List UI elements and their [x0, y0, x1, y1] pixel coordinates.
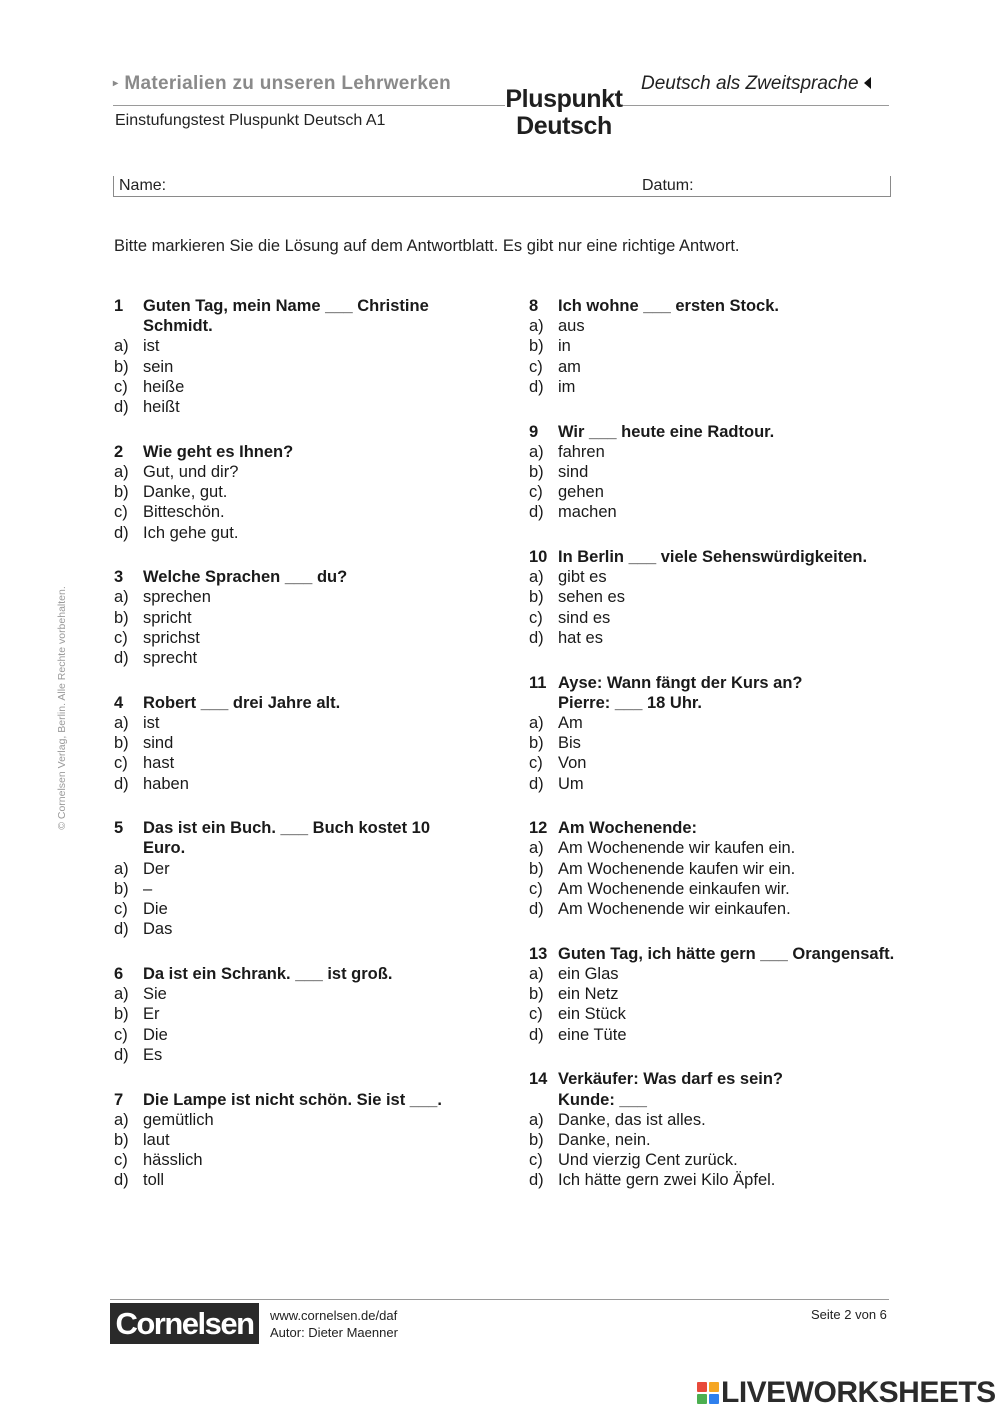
pluspunkt-logo	[505, 86, 623, 140]
answer-option	[114, 502, 474, 522]
answer-option	[529, 377, 899, 397]
option-letter: c)	[114, 377, 128, 396]
option-text: eine Tüte	[558, 1025, 627, 1044]
question-text-block	[558, 547, 899, 567]
question-text-block	[558, 818, 899, 838]
question-text-block	[558, 673, 899, 713]
answer-option	[114, 377, 474, 397]
question-13	[529, 944, 899, 1045]
answer-option	[529, 316, 899, 336]
option-text: Ich hätte gern zwei Kilo Äpfel.	[558, 1171, 776, 1190]
question-number: 8	[529, 297, 539, 315]
option-text: hast	[143, 754, 175, 773]
date-label: Datum:	[642, 177, 694, 194]
option-text: ein Glas	[558, 964, 619, 983]
logo-square	[709, 1394, 719, 1404]
question-heading	[114, 296, 474, 336]
option-letter: b)	[114, 608, 129, 627]
question-heading	[529, 296, 899, 316]
footer-rule	[110, 1299, 889, 1300]
answer-option	[114, 774, 474, 794]
option-text: hat es	[558, 628, 603, 647]
option-letter: c)	[529, 357, 543, 376]
option-letter: c)	[114, 1025, 128, 1044]
option-text: Die	[143, 1025, 168, 1044]
answer-option	[114, 587, 474, 607]
answer-option	[529, 1110, 899, 1130]
option-text: hässlich	[143, 1151, 203, 1170]
option-letter: a)	[529, 568, 544, 587]
option-letter: d)	[114, 774, 129, 793]
option-text: in	[558, 337, 571, 356]
question-text: Da ist ein Schrank. ___ ist groß.	[143, 964, 393, 983]
question-text: Welche Sprachen ___ du?	[143, 568, 348, 587]
question-12	[529, 818, 899, 919]
option-letter: d)	[529, 628, 544, 647]
option-text: ein Netz	[558, 985, 619, 1004]
question-text-block	[143, 296, 474, 336]
answer-option	[114, 899, 474, 919]
answer-option	[114, 1004, 474, 1024]
option-letter: d)	[114, 523, 129, 542]
question-text: Ayse: Wann fängt der Kurs an?	[558, 673, 803, 692]
option-letter: c)	[529, 483, 543, 502]
option-text: Gut, und dir?	[143, 462, 239, 481]
option-text: Von	[558, 754, 587, 773]
answer-option	[529, 753, 899, 773]
answer-option	[114, 336, 474, 356]
question-number: 13	[529, 944, 548, 963]
page-number: Seite 2 von 6	[811, 1307, 887, 1322]
option-text: heißt	[143, 398, 180, 417]
option-text: Am	[558, 713, 583, 732]
question-text-block	[143, 567, 474, 587]
answer-option	[529, 964, 899, 984]
answer-option	[529, 1004, 899, 1024]
answer-option	[529, 502, 899, 522]
answer-option	[114, 1045, 474, 1065]
answer-option	[114, 713, 474, 733]
option-letter: d)	[529, 1171, 544, 1190]
question-text-line-2: Pierre: ___ 18 Uhr.	[558, 693, 703, 712]
question-text-block	[558, 1069, 899, 1109]
option-text: Das	[143, 920, 173, 939]
question-number: 1	[114, 297, 124, 315]
liveworksheets-logo-icon	[697, 1382, 719, 1404]
document-subtitle: Einstufungstest Pluspunkt Deutsch A1	[115, 112, 386, 129]
question-9	[529, 422, 899, 523]
answer-option	[529, 1170, 899, 1190]
answer-option	[529, 859, 899, 879]
question-heading	[529, 944, 899, 964]
answer-option	[529, 1025, 899, 1045]
question-heading	[114, 1090, 474, 1110]
option-text: Danke, gut.	[143, 483, 228, 502]
answer-option	[529, 336, 899, 356]
option-text: –	[143, 879, 153, 898]
answer-option	[114, 1110, 474, 1130]
option-letter: d)	[529, 774, 544, 793]
option-text: spricht	[143, 608, 192, 627]
option-letter: b)	[529, 462, 544, 481]
answer-option	[529, 774, 899, 794]
answer-option	[114, 357, 474, 377]
answer-option	[529, 587, 899, 607]
option-letter: d)	[529, 503, 544, 522]
question-14	[529, 1069, 899, 1190]
option-letter: a)	[114, 588, 129, 607]
question-heading	[529, 818, 899, 838]
logo-line-2: Deutsch	[516, 112, 612, 140]
option-text: gemütlich	[143, 1110, 214, 1129]
question-number: 2	[114, 442, 124, 461]
option-text: machen	[558, 503, 617, 522]
logo-square	[697, 1382, 707, 1392]
question-text: Wie geht es Ihnen?	[143, 442, 294, 461]
option-letter: b)	[114, 483, 129, 502]
liveworksheets-watermark	[697, 1378, 996, 1408]
option-letter: d)	[529, 900, 544, 919]
option-letter: d)	[114, 398, 129, 417]
option-text: sprechen	[143, 588, 211, 607]
answer-option	[529, 879, 899, 899]
answer-option	[114, 482, 474, 502]
option-text: fahren	[558, 442, 605, 461]
option-letter: a)	[529, 317, 544, 336]
option-letter: b)	[529, 588, 544, 607]
question-heading	[114, 964, 474, 984]
option-text: Bitteschön.	[143, 503, 225, 522]
option-text: Und vierzig Cent zurück.	[558, 1151, 738, 1170]
option-text: ist	[143, 337, 160, 356]
subject-title-text: Deutsch als Zweitsprache	[641, 73, 859, 94]
question-text-block	[558, 422, 899, 442]
answer-option	[114, 648, 474, 668]
option-letter: c)	[529, 754, 543, 773]
question-number: 3	[114, 568, 124, 587]
option-text: sind	[143, 734, 174, 753]
question-number: 4	[114, 693, 124, 712]
option-text: Am Wochenende einkaufen wir.	[558, 879, 790, 898]
question-text: In Berlin ___ viele Sehenswürdigkeiten.	[558, 548, 868, 567]
answer-option	[529, 1130, 899, 1150]
name-label: Name:	[119, 177, 167, 194]
question-text: Guten Tag, mein Name ___ Christine Schmidt.	[143, 297, 429, 336]
question-text-block	[143, 693, 474, 713]
logo-line-1: Pluspunkt	[505, 85, 623, 113]
cornelsen-logo	[110, 1303, 259, 1344]
option-letter: b)	[114, 879, 129, 898]
option-letter: b)	[529, 859, 544, 878]
option-letter: c)	[114, 503, 128, 522]
answer-option	[529, 733, 899, 753]
question-4	[114, 693, 474, 794]
question-number: 7	[114, 1090, 124, 1109]
option-letter: b)	[114, 1130, 129, 1149]
answer-option	[529, 984, 899, 1004]
option-letter: c)	[529, 608, 543, 627]
option-letter: a)	[529, 442, 544, 461]
option-letter: b)	[114, 357, 129, 376]
option-letter: c)	[114, 628, 128, 647]
option-letter: d)	[114, 1171, 129, 1190]
answer-option	[529, 357, 899, 377]
option-text: im	[558, 377, 576, 396]
question-text-block	[143, 442, 474, 462]
option-letter: b)	[529, 734, 544, 753]
question-text-block	[143, 964, 474, 984]
question-heading	[529, 673, 899, 713]
question-2	[114, 442, 474, 543]
answer-option	[114, 1170, 474, 1190]
question-text: Am Wochenende:	[558, 819, 698, 838]
option-text: haben	[143, 774, 189, 793]
option-letter: d)	[529, 377, 544, 396]
question-8	[529, 296, 899, 397]
subject-title	[641, 73, 871, 95]
question-text-block	[558, 296, 899, 316]
option-letter: a)	[114, 713, 129, 732]
question-1	[114, 296, 474, 417]
answer-option	[114, 984, 474, 1004]
question-number: 10	[529, 548, 548, 567]
series-title	[113, 73, 451, 95]
question-text: Das ist ein Buch. ___ Buch kostet 10 Euro.	[143, 819, 431, 858]
option-text: laut	[143, 1130, 170, 1149]
question-text: Robert ___ drei Jahre alt.	[143, 693, 341, 712]
option-text: Am Wochenende kaufen wir ein.	[558, 859, 796, 878]
option-text: Es	[143, 1045, 163, 1064]
answer-option	[529, 462, 899, 482]
question-10	[529, 547, 899, 648]
option-text: Am Wochenende wir einkaufen.	[558, 900, 791, 919]
logo-square	[697, 1394, 707, 1404]
question-heading	[529, 547, 899, 567]
option-text: gibt es	[558, 568, 607, 587]
question-7	[114, 1090, 474, 1191]
cornelsen-logo-text: Cornelsen	[115, 1306, 254, 1341]
question-number: 14	[529, 1070, 548, 1089]
answer-option	[529, 713, 899, 733]
option-letter: d)	[114, 1045, 129, 1064]
option-text: Ich gehe gut.	[143, 523, 239, 542]
option-text: gehen	[558, 483, 604, 502]
question-text-line-2: Kunde: ___	[558, 1090, 647, 1109]
option-text: sehen es	[558, 588, 625, 607]
answer-option	[114, 753, 474, 773]
question-3	[114, 567, 474, 668]
option-text: am	[558, 357, 581, 376]
series-title-text: Materialien zu unseren Lehrwerken	[124, 73, 451, 94]
option-letter: c)	[114, 1151, 128, 1170]
option-text: Um	[558, 774, 584, 793]
option-text: Danke, das ist alles.	[558, 1110, 706, 1129]
answer-option	[114, 1025, 474, 1045]
option-letter: a)	[529, 839, 544, 858]
footer-author: Autor: Dieter Maenner	[270, 1325, 398, 1340]
question-number: 9	[529, 422, 539, 441]
chevron-right-icon: ▸	[113, 78, 119, 89]
question-heading	[114, 693, 474, 713]
answer-option	[114, 628, 474, 648]
answer-option	[114, 859, 474, 879]
option-text: Bis	[558, 734, 581, 753]
answer-option	[114, 1150, 474, 1170]
option-letter: a)	[529, 713, 544, 732]
question-heading	[114, 818, 474, 858]
option-text: Am Wochenende wir kaufen ein.	[558, 839, 796, 858]
liveworksheets-text: LIVEWORKSHEETS	[721, 1376, 996, 1409]
option-letter: d)	[114, 920, 129, 939]
option-letter: a)	[114, 985, 129, 1004]
answer-option	[529, 608, 899, 628]
triangle-left-icon	[864, 77, 871, 89]
answer-option	[529, 838, 899, 858]
option-text: ein Stück	[558, 1005, 626, 1024]
answer-option	[114, 462, 474, 482]
question-number: 12	[529, 819, 548, 838]
option-letter: a)	[529, 964, 544, 983]
option-letter: b)	[529, 337, 544, 356]
question-text-block	[558, 944, 899, 964]
option-letter: c)	[529, 1005, 543, 1024]
question-text-block	[143, 818, 474, 858]
header-rule-left	[113, 105, 505, 106]
option-text: Danke, nein.	[558, 1130, 651, 1149]
option-text: ist	[143, 713, 160, 732]
option-letter: a)	[114, 859, 129, 878]
option-letter: b)	[114, 734, 129, 753]
option-letter: d)	[114, 649, 129, 668]
option-letter: c)	[114, 900, 128, 919]
option-text: sprichst	[143, 628, 200, 647]
option-text: sind es	[558, 608, 611, 627]
question-text: Die Lampe ist nicht schön. Sie ist ___.	[143, 1090, 442, 1109]
copyright-note: © Cornelsen Verlag, Berlin. Alle Rechte vorbehalten.	[56, 586, 68, 830]
option-text: Er	[143, 1005, 160, 1024]
answer-option	[114, 1130, 474, 1150]
question-text: Guten Tag, ich hätte gern ___ Orangensaft.	[558, 944, 895, 963]
answer-option	[529, 482, 899, 502]
option-text: Die	[143, 900, 168, 919]
option-text: sein	[143, 357, 174, 376]
footer-url[interactable]: www.cornelsen.de/daf	[270, 1308, 398, 1323]
logo-square	[709, 1382, 719, 1392]
option-text: Der	[143, 859, 170, 878]
option-letter: a)	[114, 1110, 129, 1129]
question-11	[529, 673, 899, 794]
question-text: Wir ___ heute eine Radtour.	[558, 422, 775, 441]
option-letter: b)	[114, 1005, 129, 1024]
answer-option	[114, 397, 474, 417]
answer-option	[114, 879, 474, 899]
option-text: toll	[143, 1171, 165, 1190]
question-heading	[529, 1069, 899, 1109]
option-text: Sie	[143, 985, 167, 1004]
answer-option	[529, 567, 899, 587]
answer-option	[529, 899, 899, 919]
answer-option	[114, 523, 474, 543]
name-date-box	[113, 176, 891, 197]
questions-right-column	[529, 296, 899, 1215]
question-text-block	[143, 1090, 474, 1110]
question-heading	[529, 422, 899, 442]
option-letter: b)	[529, 985, 544, 1004]
question-number: 6	[114, 964, 124, 983]
option-letter: c)	[529, 1151, 543, 1170]
question-text: Ich wohne ___ ersten Stock.	[558, 297, 779, 315]
option-text: aus	[558, 317, 585, 336]
question-heading	[114, 442, 474, 462]
question-number: 5	[114, 819, 124, 838]
questions-left-column	[114, 296, 474, 1215]
option-letter: a)	[114, 462, 129, 481]
option-letter: c)	[529, 879, 543, 898]
option-letter: c)	[114, 754, 128, 773]
answer-option	[529, 1150, 899, 1170]
option-text: sind	[558, 462, 589, 481]
answer-option	[114, 733, 474, 753]
answer-option	[114, 608, 474, 628]
option-text: sprecht	[143, 649, 198, 668]
instructions: Bitte markieren Sie die Lösung auf dem Antwortblatt. Es gibt nur eine richtige Antwort.	[114, 237, 740, 255]
question-text: Verkäufer: Was darf es sein?	[558, 1070, 783, 1089]
answer-option	[529, 442, 899, 462]
answer-option	[529, 628, 899, 648]
answer-option	[114, 919, 474, 939]
option-letter: a)	[114, 337, 129, 356]
question-heading	[114, 567, 474, 587]
option-letter: b)	[529, 1130, 544, 1149]
question-number: 11	[529, 673, 547, 692]
question-6	[114, 964, 474, 1065]
option-letter: d)	[529, 1025, 544, 1044]
question-5	[114, 818, 474, 939]
option-text: heiße	[143, 377, 185, 396]
option-letter: a)	[529, 1110, 544, 1129]
footer-info	[270, 1307, 398, 1341]
header-rule-right	[622, 105, 889, 106]
